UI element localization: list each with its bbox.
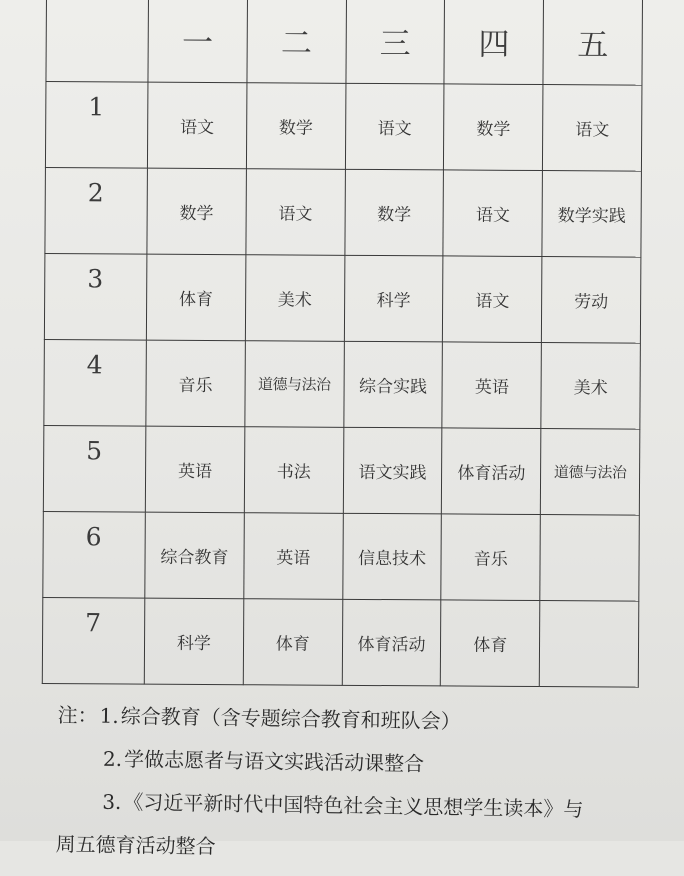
note-number: 3. [102, 789, 122, 815]
note-text: 综合教育（含专题综合教育和班队会） [120, 703, 461, 734]
note-number: 2. [102, 746, 123, 772]
period-label: 5 [43, 425, 146, 512]
table-cell: 书法 [244, 427, 343, 514]
table-row [44, 339, 640, 429]
day-header-tue: 二 [247, 0, 346, 83]
note-text: 学做志愿者与语文实践活动课整合 [123, 747, 425, 776]
table-cell: 音乐 [146, 340, 245, 427]
day-header-thu: 四 [444, 0, 543, 85]
table-cell: 体育活动 [442, 428, 541, 515]
table-cell: 科学 [144, 598, 243, 685]
table-row [45, 82, 641, 172]
period-label: 3 [44, 253, 147, 340]
table-cell: 语文 [443, 256, 542, 343]
table-cell: 综合教育 [145, 512, 244, 599]
corner-cell [46, 0, 149, 82]
table-cell: 道德与法治 [245, 341, 344, 428]
note-text: 《习近平新时代中国特色社会主义思想学生读本》与 [123, 790, 584, 822]
table-cell: 数学 [444, 84, 543, 171]
period-label: 4 [44, 339, 147, 426]
table-cell: 美术 [245, 255, 344, 342]
table-row [42, 597, 638, 687]
empty-cell [540, 515, 639, 602]
table-cell: 美术 [541, 343, 640, 430]
table-cell: 音乐 [441, 514, 540, 601]
table-cell: 语文实践 [343, 427, 442, 514]
table-cell: 数学 [147, 168, 246, 255]
table-cell: 英语 [442, 342, 541, 429]
notes-section [55, 694, 678, 876]
period-label: 6 [43, 511, 146, 598]
table-cell: 语文 [246, 169, 345, 256]
table-cell: 语文 [543, 85, 642, 172]
table-cell: 体育 [441, 600, 540, 687]
table-cell: 英语 [244, 513, 343, 600]
period-label: 2 [45, 167, 148, 254]
table-cell: 语文 [147, 82, 246, 169]
table-cell: 数学 [246, 83, 345, 170]
period-label: 7 [42, 597, 145, 684]
table-cell: 体育活动 [342, 599, 441, 686]
day-header-mon: 一 [148, 0, 247, 83]
table-cell: 信息技术 [342, 513, 441, 600]
table-row [43, 425, 639, 515]
table-cell: 科学 [344, 255, 443, 342]
table-cell: 体育 [243, 599, 342, 686]
table-cell: 体育 [146, 254, 245, 341]
table-cell: 语文 [345, 83, 444, 170]
table-row [44, 253, 640, 343]
period-label: 1 [45, 82, 148, 169]
table-cell: 数学 [345, 169, 444, 256]
empty-cell [539, 601, 638, 688]
table-cell: 道德与法治 [541, 429, 640, 516]
table-cell: 英语 [145, 426, 244, 513]
timetable-header-row [46, 0, 643, 85]
table-cell: 综合实践 [343, 341, 442, 428]
notes-prefix: 注： [57, 702, 98, 728]
table-row [43, 511, 639, 601]
table-cell: 语文 [443, 170, 542, 257]
day-header-fri: 五 [543, 0, 642, 85]
note-number: 1. [99, 703, 119, 728]
class-timetable [42, 0, 643, 688]
note-continuation: 周五德育活动整合 [55, 831, 216, 859]
day-header-wed: 三 [346, 0, 445, 84]
table-cell: 数学实践 [542, 171, 641, 258]
table-row [45, 167, 641, 257]
table-cell: 劳动 [542, 257, 641, 344]
